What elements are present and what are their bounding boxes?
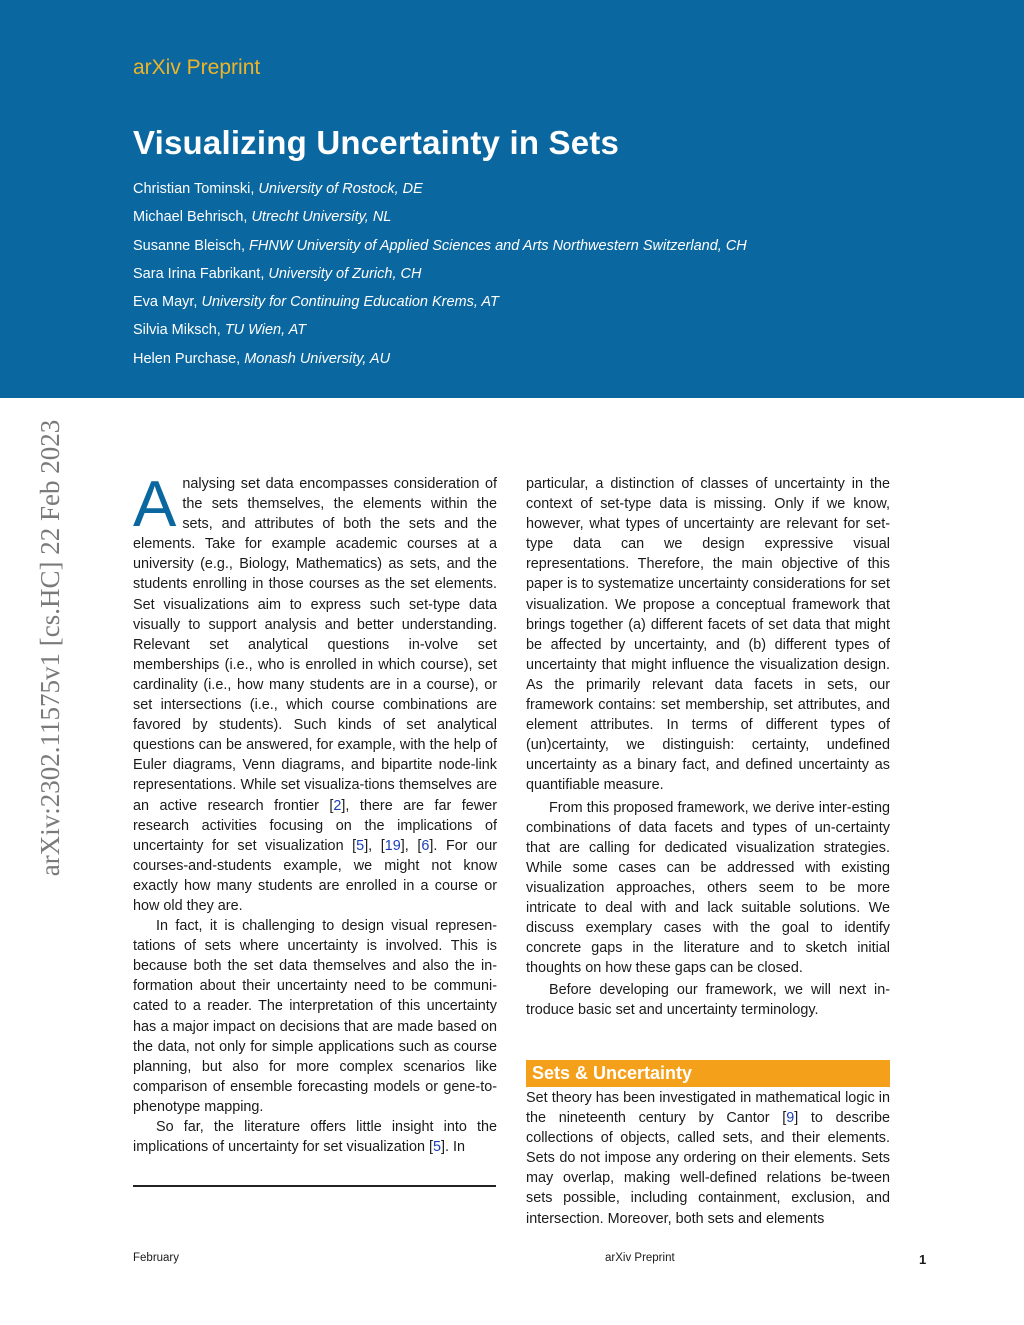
header-band — [0, 0, 1024, 398]
author-name: Helen Purchase, — [133, 350, 241, 367]
body-text: Set theory has been investigated in mathematical logic in the nineteenth century by Cantor [ — [526, 1090, 890, 1127]
page-number: 1 — [919, 1252, 927, 1267]
author-list — [133, 180, 993, 378]
citation-link[interactable]: 6 — [421, 837, 430, 854]
author-line — [133, 180, 993, 208]
body-paragraph: particular, a distinction of classes of uncertainty in the context of set-type data is missing. Only if we know, however, what types of uncertainty are relevant for set-type data can we design expressive visual representations. Therefore, the main objective of this paper is to systematize uncertainty considerations for set visualization. We propose a conceptual framework that brings together (a) different facets of set data that might be affected by uncertainty, and (b) different types of uncertainty that might influence the visualization design. As the primarily relevant data facets in sets, our framework contains: set membership, set attributes, and element attributes. In terms of different types of (un)certainty, we distinguish: certainty, undefined uncertainty as a binary fact, and defined uncertainty as quantifiable measure. — [526, 476, 890, 794]
author-name: Silvia Miksch, — [133, 322, 221, 339]
author-affiliation: University of Zurich, CH — [268, 265, 422, 282]
author-name: Eva Mayr, — [133, 294, 198, 311]
author-affiliation: University for Continuing Education Krems, AT — [201, 294, 499, 311]
right-column — [526, 474, 890, 1021]
author-affiliation: Utrecht University, NL — [251, 209, 392, 226]
citation-link[interactable]: 19 — [384, 837, 401, 854]
section-body — [526, 1088, 890, 1229]
section-heading: Sets & Uncertainty — [526, 1060, 890, 1087]
body-text: ]. For our courses-and-students example, we might not know exactly how many students are enrolled in a course or how old they are. — [133, 837, 497, 914]
author-line — [133, 237, 993, 265]
body-text: nalysing set data encompasses consideration of the sets themselves, the elements within the sets, and attributes of both the sets and the elements. Take for example academic courses at a university (e.g., Biology, Mathematics) as sets, and the students enrolling in those courses as the set elements. Set visualizations aim to express such set-type data visually to support analysis and better understanding. Relevant set analytical questions in-volve set memberships (i.e., who is enrolled in which course), set cardinality (i.e., how many students are in a course), or set intersections (i.e., which course combinations are favored by students). Such kinds of set analytical questions can be answered, for example, with the help of Euler diagrams, Venn diagrams, and bipartite node-link representations. While set visualiza-tions themselves are an active research frontier [ — [133, 476, 497, 814]
body-paragraph — [133, 1117, 497, 1157]
column-rule — [133, 1185, 496, 1187]
body-paragraph: In fact, it is challenging to design visual represen-tations of sets where uncertainty is involved. This is because both the set data themselves and also the in-formation about their uncertainty need to be communi-cated to a reader. The interpretation of this uncertainty has a major impact on decisions that are made based on the data, not only for simple applications such as course planning, but also for more complex scenarios like comparison of ensemble forecasting models or gene-to-phenotype mapping. — [133, 918, 497, 1115]
preprint-label: arXiv Preprint — [133, 56, 261, 79]
drop-cap: A — [133, 467, 177, 540]
footer-label: arXiv Preprint — [605, 1252, 675, 1264]
author-name: Susanne Bleisch, — [133, 237, 246, 254]
body-text: ]. In — [440, 1139, 465, 1156]
author-affiliation: Monash University, AU — [244, 350, 391, 367]
intro-paragraph — [133, 467, 497, 916]
author-name: Michael Behrisch, — [133, 209, 248, 226]
footer-date: February — [133, 1252, 180, 1264]
left-column — [133, 467, 497, 1157]
body-text: ], [ — [400, 837, 422, 854]
citation-link[interactable]: 9 — [786, 1110, 795, 1127]
body-paragraph: From this proposed framework, we derive inter-esting combinations of data facets and types of un-certainty that are calling for dedicated visualization strategies. While some cases can be addressed with existing visualization approaches, others seem to be more intricate to deal with and lack suitable solutions. We discuss exemplary cases with the goal to identify concrete gaps in the literature and to sketch initial thoughts on how these gaps can be closed. — [526, 799, 890, 977]
body-text: ] to describe collections of objects, called sets, and their elements. Sets do not impose any ordering on their elements. Sets may overlap, making well-defined relations be-tween sets possible, including containment, exclusion, and intersection. Moreover, both sets and elements — [526, 1110, 891, 1227]
author-line — [133, 321, 993, 349]
author-line — [133, 208, 993, 236]
body-paragraph: Before developing our framework, we will next in-troduce basic set and uncertainty terminology. — [526, 982, 890, 1019]
paper-title: Visualizing Uncertainty in Sets — [133, 124, 620, 161]
author-line — [133, 265, 993, 293]
author-name: Christian Tominski, — [133, 181, 255, 197]
author-line — [133, 293, 993, 321]
author-line — [133, 350, 993, 378]
author-affiliation: FHNW University of Applied Sciences and Arts Northwestern Switzerland, CH — [249, 237, 747, 254]
body-paragraph — [526, 1088, 890, 1229]
citation-link[interactable]: 2 — [333, 797, 342, 814]
citation-link[interactable]: 5 — [432, 1139, 441, 1156]
arxiv-id-stamp: arXiv:2302.11575v1 [cs.HC] 22 Feb 2023 — [35, 419, 65, 877]
body-text: ], there are far fewer research activities focusing on the implications of uncertainty for set visualization [ — [133, 797, 497, 854]
author-affiliation: TU Wien, AT — [224, 322, 307, 339]
body-text: So far, the literature offers little insight into the implications of uncertainty for set visualization [ — [133, 1119, 497, 1156]
body-text: ], [ — [364, 837, 385, 854]
author-affiliation: University of Rostock, DE — [258, 181, 423, 197]
citation-link[interactable]: 5 — [356, 837, 365, 854]
author-name: Sara Irina Fabrikant, — [133, 265, 265, 282]
